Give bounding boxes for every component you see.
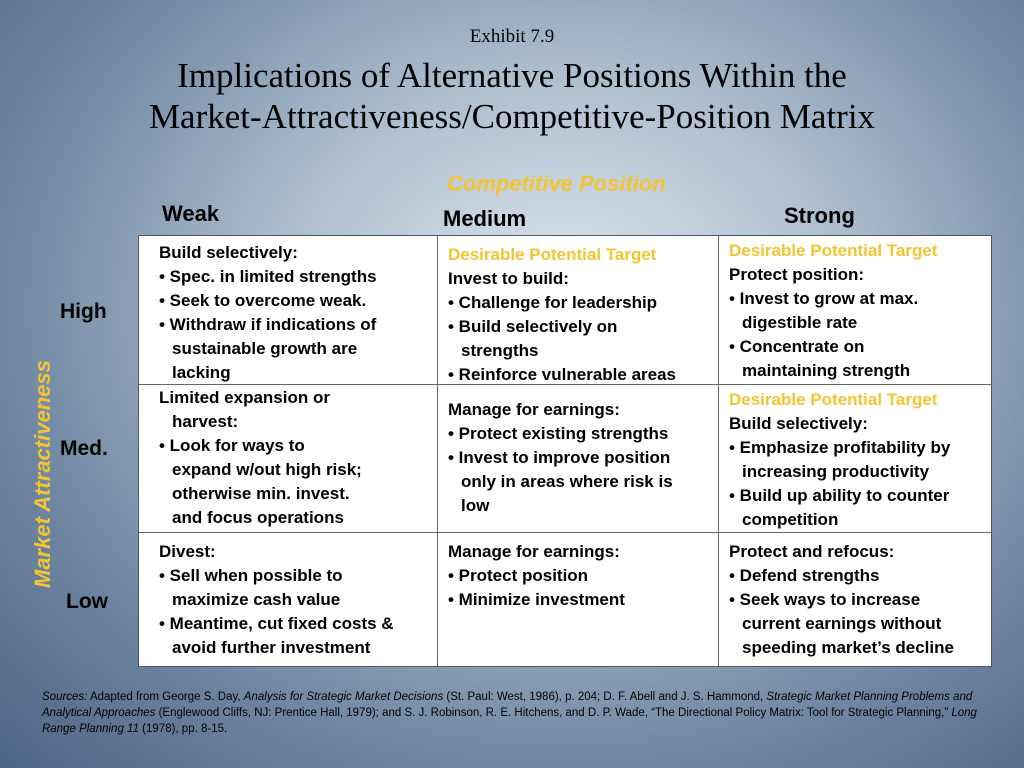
cell-text: • Concentrate on [729, 337, 865, 356]
market-attractiveness-label: Market Attractiveness [30, 360, 55, 588]
cell-text: lacking [172, 363, 231, 382]
cell-text: • Protect existing strengths [448, 424, 669, 443]
cell-text: and focus operations [172, 508, 344, 527]
cell-text: • Seek to overcome weak. [159, 291, 367, 310]
cell-text: Manage for earnings: [448, 542, 620, 561]
cell-text: strengths [461, 341, 539, 360]
cell-text: • Protect position [448, 566, 589, 585]
cell-text: sustainable growth are [172, 339, 358, 358]
cell-high-medium [438, 236, 719, 385]
cell-text: maximize cash value [172, 590, 341, 609]
sources-text: Adapted from George S. Day, [87, 691, 244, 703]
source-title: Analysis for Strategic Market Decisions [243, 691, 444, 703]
cell-med-strong [719, 385, 991, 533]
cell-text: • Meantime, cut fixed costs & [159, 614, 394, 633]
cell-high-weak [139, 236, 438, 385]
row-header-low: Low [66, 590, 108, 613]
cell-low-strong [719, 533, 991, 666]
cell-text: • Build up ability to counter [729, 486, 950, 505]
strategy-matrix [138, 235, 992, 667]
cell-text: maintaining strength [742, 361, 911, 380]
cell-text: • Minimize investment [448, 590, 625, 609]
cell-text: only in areas where risk is [461, 472, 673, 491]
cell-text: expand w/out high risk; [172, 460, 362, 479]
desirable-target-label: Desirable Potential Target [448, 245, 657, 264]
cell-low-weak [139, 533, 438, 666]
column-header-weak: Weak [162, 201, 220, 226]
cell-text: Build selectively: [159, 243, 298, 262]
column-header-strong: Strong [784, 203, 855, 228]
source-title: Long Range Planning 11 [42, 707, 977, 735]
source-title: Strategic Market Planning Problems and Analytical Approaches [42, 691, 973, 719]
cell-text: competition [742, 510, 839, 529]
cell-text: harvest: [172, 412, 239, 431]
column-header-medium: Medium [443, 206, 527, 231]
cell-text: avoid further investment [172, 638, 371, 657]
cell-text: • Emphasize profitability by [729, 438, 951, 457]
sources-label: Sources: [42, 691, 88, 703]
cell-text: • Invest to improve position [448, 448, 671, 467]
sources-text: (Englewood Cliffs, NJ: Prentice Hall, 1979); and S. J. Robinson, R. E. Hitchens, and D. P. Wade, “The Directional Policy Matrix: Tool for Strategic Planning,” [155, 707, 952, 719]
cell-text: • Withdraw if indications of [159, 315, 377, 334]
competitive-position-label: Competitive Position [447, 171, 666, 196]
title-line-1: Implications of Alternative Positions Within the [177, 56, 847, 95]
cell-text: • Look for ways to [159, 436, 305, 455]
sources-text: (St. Paul: West, 1986), p. 204; D. F. Abell and J. S. Hammond, [443, 691, 767, 703]
cell-text: • Invest to grow at max. [729, 289, 919, 308]
cell-text: Protect and refocus: [729, 542, 895, 561]
cell-text: increasing productivity [742, 462, 930, 481]
cell-text: speeding market’s decline [742, 638, 954, 657]
page-title [20, 55, 1004, 137]
cell-text: • Sell when possible to [159, 566, 343, 585]
cell-med-weak [139, 385, 438, 533]
cell-low-medium [438, 533, 719, 666]
cell-text: • Reinforce vulnerable areas [448, 365, 676, 384]
cell-text: • Challenge for leadership [448, 293, 658, 312]
desirable-target-label: Desirable Potential Target [729, 390, 938, 409]
cell-text: Protect position: [729, 265, 865, 284]
cell-text: digestible rate [742, 313, 858, 332]
cell-text: • Defend strengths [729, 566, 880, 585]
sources-note [42, 689, 992, 737]
exhibit-label: Exhibit 7.9 [469, 26, 555, 47]
cell-text: Manage for earnings: [448, 400, 620, 419]
cell-text: • Build selectively on [448, 317, 618, 336]
cell-text: Limited expansion or [159, 388, 330, 407]
cell-text: • Seek ways to increase [729, 590, 921, 609]
cell-med-medium [438, 385, 719, 533]
sources-text: (1978), pp. 8-15. [138, 723, 228, 735]
cell-text: current earnings without [742, 614, 942, 633]
cell-text: Invest to build: [448, 269, 569, 288]
row-header-high: High [60, 300, 107, 323]
cell-text: Divest: [159, 542, 216, 561]
cell-text: low [461, 496, 490, 515]
cell-text: otherwise min. invest. [172, 484, 350, 503]
desirable-target-label: Desirable Potential Target [729, 241, 938, 260]
cell-text: Build selectively: [729, 414, 868, 433]
cell-text: • Spec. in limited strengths [159, 267, 377, 286]
row-header-med: Med. [60, 437, 108, 460]
cell-high-strong [719, 236, 991, 385]
title-line-2: Market-Attractiveness/Competitive-Position Matrix [148, 97, 876, 136]
